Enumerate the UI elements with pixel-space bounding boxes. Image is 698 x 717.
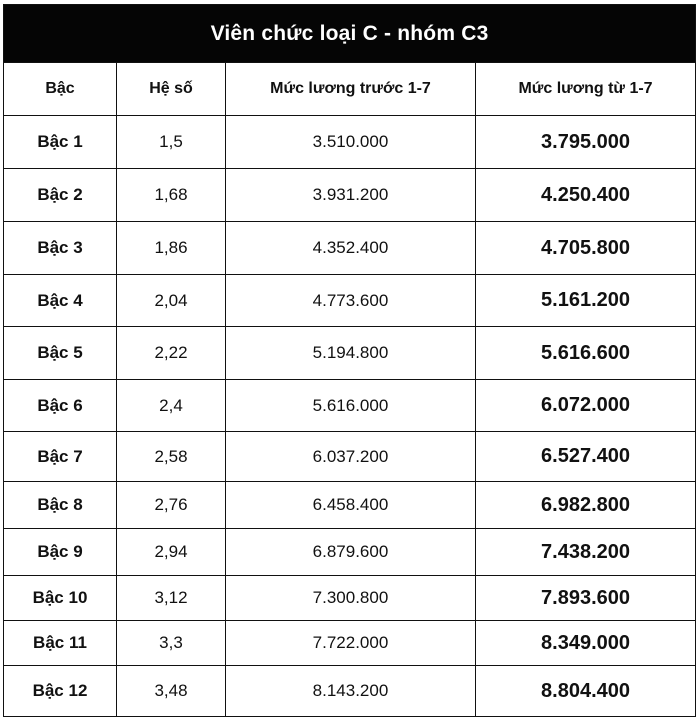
table-row <box>4 380 696 432</box>
cell-bac: Bậc 2 <box>4 169 117 222</box>
cell-muc-luong-tu: 4.250.400 <box>476 169 696 222</box>
cell-he-so: 2,4 <box>117 380 226 432</box>
cell-muc-luong-truoc: 6.879.600 <box>226 529 476 576</box>
cell-bac: Bậc 1 <box>4 116 117 169</box>
cell-muc-luong-truoc: 8.143.200 <box>226 666 476 717</box>
table-title: Viên chức loại C - nhóm C3 <box>4 5 696 63</box>
table-row <box>4 666 696 717</box>
table-row <box>4 621 696 666</box>
cell-bac: Bậc 6 <box>4 380 117 432</box>
table-body <box>4 116 696 717</box>
table-row <box>4 432 696 482</box>
cell-muc-luong-truoc: 6.458.400 <box>226 482 476 529</box>
cell-bac: Bậc 3 <box>4 222 117 275</box>
cell-he-so: 1,5 <box>117 116 226 169</box>
cell-he-so: 2,58 <box>117 432 226 482</box>
cell-muc-luong-tu: 7.893.600 <box>476 576 696 621</box>
table-row <box>4 327 696 380</box>
table-row <box>4 222 696 275</box>
cell-muc-luong-truoc: 6.037.200 <box>226 432 476 482</box>
cell-muc-luong-tu: 8.349.000 <box>476 621 696 666</box>
cell-bac: Bậc 7 <box>4 432 117 482</box>
cell-muc-luong-tu: 4.705.800 <box>476 222 696 275</box>
cell-muc-luong-tu: 5.616.600 <box>476 327 696 380</box>
header-he-so: Hệ số <box>117 63 226 116</box>
header-muc-luong-tu: Mức lương từ 1-7 <box>476 63 696 116</box>
cell-muc-luong-tu: 7.438.200 <box>476 529 696 576</box>
cell-bac: Bậc 8 <box>4 482 117 529</box>
cell-muc-luong-truoc: 4.352.400 <box>226 222 476 275</box>
table-header-row <box>4 63 696 116</box>
cell-muc-luong-tu: 6.982.800 <box>476 482 696 529</box>
cell-muc-luong-truoc: 3.510.000 <box>226 116 476 169</box>
cell-he-so: 3,3 <box>117 621 226 666</box>
cell-bac: Bậc 11 <box>4 621 117 666</box>
cell-bac: Bậc 9 <box>4 529 117 576</box>
cell-muc-luong-tu: 3.795.000 <box>476 116 696 169</box>
table-row <box>4 529 696 576</box>
table-row <box>4 576 696 621</box>
cell-muc-luong-truoc: 7.300.800 <box>226 576 476 621</box>
cell-muc-luong-tu: 6.072.000 <box>476 380 696 432</box>
cell-muc-luong-truoc: 3.931.200 <box>226 169 476 222</box>
cell-muc-luong-tu: 6.527.400 <box>476 432 696 482</box>
cell-he-so: 1,68 <box>117 169 226 222</box>
table-row <box>4 482 696 529</box>
cell-he-so: 2,04 <box>117 275 226 327</box>
cell-muc-luong-truoc: 4.773.600 <box>226 275 476 327</box>
cell-he-so: 1,86 <box>117 222 226 275</box>
cell-bac: Bậc 4 <box>4 275 117 327</box>
cell-bac: Bậc 12 <box>4 666 117 717</box>
cell-he-so: 2,22 <box>117 327 226 380</box>
header-muc-luong-truoc: Mức lương trước 1-7 <box>226 63 476 116</box>
table-row <box>4 116 696 169</box>
cell-bac: Bậc 10 <box>4 576 117 621</box>
header-bac: Bậc <box>4 63 117 116</box>
table-row <box>4 275 696 327</box>
cell-muc-luong-tu: 8.804.400 <box>476 666 696 717</box>
cell-he-so: 3,12 <box>117 576 226 621</box>
table-row <box>4 169 696 222</box>
cell-bac: Bậc 5 <box>4 327 117 380</box>
cell-muc-luong-truoc: 7.722.000 <box>226 621 476 666</box>
cell-muc-luong-truoc: 5.616.000 <box>226 380 476 432</box>
salary-table <box>3 4 696 717</box>
salary-table-sheet <box>3 4 695 709</box>
cell-he-so: 2,76 <box>117 482 226 529</box>
cell-muc-luong-truoc: 5.194.800 <box>226 327 476 380</box>
cell-muc-luong-tu: 5.161.200 <box>476 275 696 327</box>
cell-he-so: 3,48 <box>117 666 226 717</box>
cell-he-so: 2,94 <box>117 529 226 576</box>
